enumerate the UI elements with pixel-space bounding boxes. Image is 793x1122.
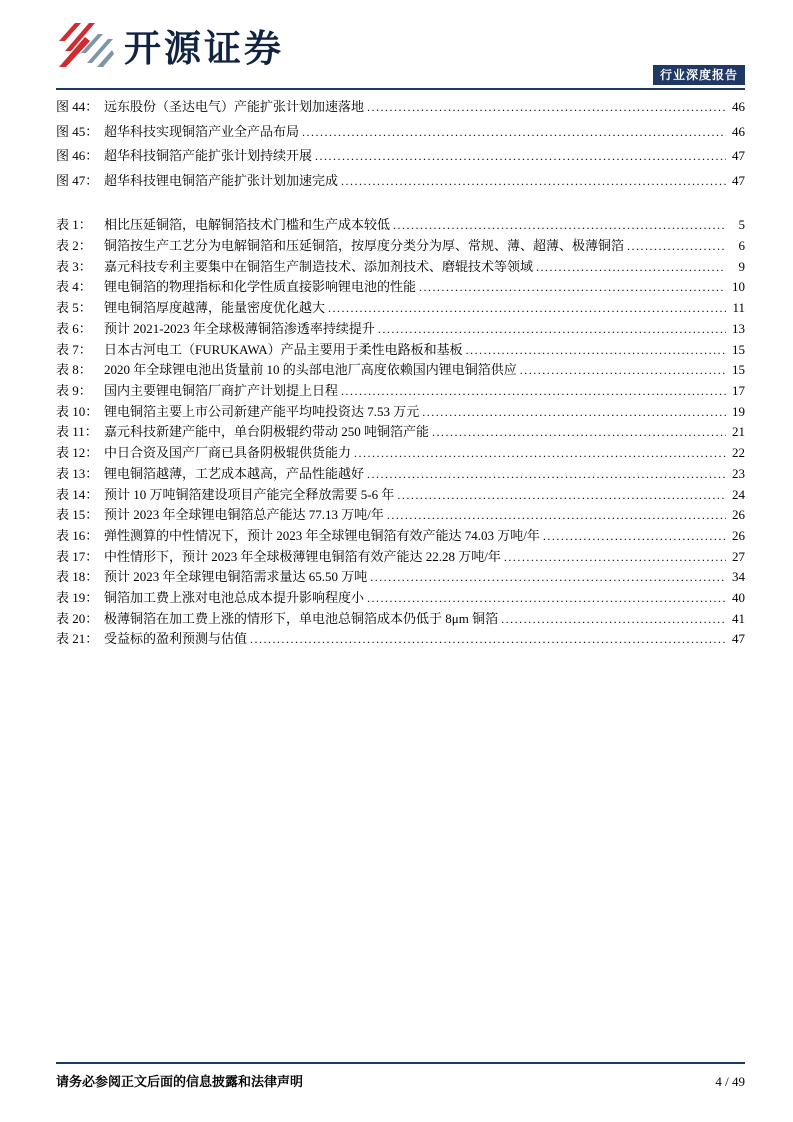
toc-entry-title: 铜箔加工费上涨对电池总成本提升影响程度小 bbox=[104, 590, 365, 606]
toc-entry bbox=[56, 629, 745, 650]
toc-entry-title: 锂电铜箔厚度越薄，能量密度优化越大 bbox=[104, 300, 326, 316]
dot-leader bbox=[367, 464, 726, 485]
toc-entry-page: 9 bbox=[738, 258, 745, 274]
toc-entry-title: 远东股份（圣达电气）产能扩张计划加速落地 bbox=[104, 99, 365, 114]
report-header bbox=[56, 0, 745, 88]
dot-leader bbox=[536, 257, 726, 278]
dot-leader bbox=[504, 547, 726, 568]
toc-entry bbox=[56, 215, 745, 236]
toc-entry-page: 15 bbox=[732, 341, 745, 357]
toc-entry-page: 6 bbox=[738, 238, 745, 254]
toc-entry-label: 表 9： bbox=[56, 383, 92, 398]
toc-entry-label: 表 16： bbox=[56, 527, 99, 543]
dot-leader bbox=[328, 298, 726, 319]
toc-entry bbox=[56, 609, 745, 630]
dot-leader bbox=[341, 169, 726, 194]
toc-entry-title: 锂电铜箔越薄，工艺成本越高，产品性能越好 bbox=[104, 465, 365, 481]
dot-leader bbox=[354, 443, 726, 464]
toc-figures-section bbox=[56, 95, 745, 193]
toc-entry-page: 40 bbox=[732, 590, 745, 606]
dot-leader bbox=[432, 422, 726, 443]
dot-leader bbox=[367, 588, 726, 609]
dot-leader bbox=[315, 144, 726, 169]
toc-entry bbox=[56, 485, 745, 506]
toc-entry bbox=[56, 588, 745, 609]
brand bbox=[56, 18, 284, 72]
toc-entry bbox=[56, 547, 745, 568]
toc-entry-title: 超华科技实现铜箔产业全产品布局 bbox=[104, 123, 300, 139]
toc-entry-label: 表 14： bbox=[56, 486, 99, 502]
toc-entry-page: 47 bbox=[732, 631, 745, 647]
toc-entry-page: 26 bbox=[732, 527, 745, 543]
toc-tables-section bbox=[56, 215, 745, 650]
toc-entry-title: 弹性测算的中性情况下，预计 2023 年全球锂电铜箔有效产能达 74.03 万吨/年 bbox=[104, 527, 540, 543]
dot-leader bbox=[387, 505, 726, 526]
toc-entry bbox=[56, 464, 745, 485]
toc-entry-title: 中性情形下，预计 2023 年全球极薄锂电铜箔有效产能达 22.28 万吨/年 bbox=[104, 548, 501, 564]
toc-entry bbox=[56, 236, 745, 257]
toc-entry bbox=[56, 381, 745, 402]
toc-entry-label: 表 17： bbox=[56, 548, 99, 564]
toc-entry-page: 24 bbox=[732, 486, 745, 502]
header-divider bbox=[56, 88, 745, 90]
report-type-badge: 行业深度报告 bbox=[653, 65, 745, 85]
toc-entry-page: 13 bbox=[732, 320, 745, 336]
toc-entry bbox=[56, 120, 745, 145]
page-indicator: 4 / 49 bbox=[715, 1074, 745, 1089]
toc-entry bbox=[56, 402, 745, 423]
toc-entry-label: 表 2： bbox=[56, 238, 92, 254]
footer-disclaimer: 请务必参阅正文后面的信息披露和法律声明 bbox=[56, 1074, 304, 1089]
toc-entry-label: 表 3： bbox=[56, 258, 92, 274]
dot-leader bbox=[627, 236, 726, 257]
toc-entry-label: 表 21： bbox=[56, 631, 99, 647]
toc-entry-page: 10 bbox=[732, 279, 745, 295]
toc-entry-title: 嘉元科技专利主要集中在铜箔生产制造技术、添加剂技术、磨辊技术等领域 bbox=[104, 258, 534, 274]
toc-entry-title: 受益标的盈利预测与估值 bbox=[104, 631, 248, 647]
toc-entry-page: 47 bbox=[732, 172, 745, 188]
toc-entry-page: 26 bbox=[732, 507, 745, 523]
toc-entry-label: 表 5： bbox=[56, 300, 92, 316]
toc-entry bbox=[56, 567, 745, 588]
toc-entry-title: 中日合资及国产厂商已具备阴极辊供货能力 bbox=[104, 445, 352, 461]
dot-leader bbox=[302, 120, 726, 145]
dot-leader bbox=[378, 319, 726, 340]
table-of-contents bbox=[56, 95, 745, 650]
footer-line bbox=[56, 1064, 745, 1090]
dot-leader bbox=[520, 360, 726, 381]
toc-entry-label: 表 20： bbox=[56, 610, 99, 626]
toc-entry-label: 表 18： bbox=[56, 569, 99, 585]
toc-entry-title: 2020 年全球锂电池出货量前 10 的头部电池厂高度依赖国内锂电铜箔供应 bbox=[104, 362, 517, 378]
toc-entry-page: 23 bbox=[732, 465, 745, 481]
toc-entry bbox=[56, 298, 745, 319]
toc-entry-label: 表 12： bbox=[56, 445, 99, 461]
brand-name: 开源证券 bbox=[124, 28, 284, 69]
toc-entry bbox=[56, 169, 745, 194]
toc-entry-label: 表 11： bbox=[56, 424, 98, 440]
toc-entry-title: 预计 2021-2023 年全球极薄铜箔渗透率持续提升 bbox=[104, 320, 375, 336]
toc-entry-label: 表 4： bbox=[56, 279, 92, 295]
toc-entry-page: 47 bbox=[732, 148, 745, 164]
toc-entry-label: 图 46： bbox=[56, 148, 99, 164]
toc-entry bbox=[56, 257, 745, 278]
dot-leader bbox=[422, 402, 726, 423]
toc-entry-label: 图 47： bbox=[56, 172, 99, 188]
toc-entry-label: 表 8： bbox=[56, 362, 92, 378]
toc-entry-title: 预计 2023 年全球锂电铜箔需求量达 65.50 万吨 bbox=[104, 569, 368, 585]
toc-entry-page: 41 bbox=[732, 610, 745, 626]
toc-entry-page: 5 bbox=[738, 217, 745, 233]
dot-leader bbox=[397, 485, 726, 506]
toc-entry-label: 图 45： bbox=[56, 123, 99, 139]
toc-entry-title: 国内主要锂电铜箔厂商扩产计划提上日程 bbox=[104, 383, 339, 398]
dot-leader bbox=[419, 277, 726, 298]
toc-entry-label: 表 10： bbox=[56, 403, 99, 419]
toc-entry-title: 预计 2023 年全球锂电铜箔总产能达 77.13 万吨/年 bbox=[104, 507, 384, 523]
toc-entry-page: 34 bbox=[732, 569, 745, 585]
toc-entry-title: 日本古河电工（FURUKAWA）产品主要用于柔性电路板和基板 bbox=[104, 341, 463, 357]
toc-entry bbox=[56, 360, 745, 381]
toc-entry bbox=[56, 340, 745, 361]
toc-entry-label: 图 44： bbox=[56, 99, 99, 114]
toc-entry-label: 表 6： bbox=[56, 320, 92, 336]
toc-entry-title: 锂电铜箔主要上市公司新建产能平均吨投资达 7.53 万元 bbox=[104, 403, 420, 419]
toc-entry-label: 表 1： bbox=[56, 217, 92, 233]
toc-entry bbox=[56, 277, 745, 298]
kaiyuan-logo-icon bbox=[56, 21, 114, 69]
dot-leader bbox=[543, 526, 726, 547]
toc-entry-title: 铜箔按生产工艺分为电解铜箔和压延铜箔，按厚度分类分为厚、常规、薄、超薄、极薄铜箔 bbox=[104, 238, 625, 254]
toc-entry-title: 超华科技铜箔产能扩张计划持续开展 bbox=[104, 148, 313, 164]
toc-entry-page: 11 bbox=[732, 300, 745, 316]
toc-entry-page: 15 bbox=[732, 362, 745, 378]
toc-entry bbox=[56, 422, 745, 443]
dot-leader bbox=[370, 567, 726, 588]
toc-entry-page: 27 bbox=[732, 548, 745, 564]
dot-leader bbox=[501, 609, 726, 630]
toc-entry bbox=[56, 95, 745, 120]
dot-leader bbox=[367, 95, 726, 120]
toc-entry bbox=[56, 443, 745, 464]
toc-entry-label: 表 15： bbox=[56, 507, 99, 523]
toc-entry-page: 21 bbox=[732, 424, 745, 440]
report-footer bbox=[56, 1062, 745, 1090]
toc-entry-label: 表 7： bbox=[56, 341, 92, 357]
toc-entry-title: 极薄铜箔在加工费上涨的情形下，单电池总铜箔成本仍低于 8μm 铜箔 bbox=[104, 610, 499, 626]
toc-entry-title: 预计 10 万吨铜箔建设项目产能完全释放需要 5-6 年 bbox=[104, 486, 395, 502]
toc-entry-label: 表 19： bbox=[56, 590, 99, 606]
dot-leader bbox=[250, 629, 726, 650]
toc-entry-page: 19 bbox=[732, 403, 745, 419]
toc-entry-label: 表 13： bbox=[56, 465, 99, 481]
toc-entry bbox=[56, 144, 745, 169]
toc-entry-page: 17 bbox=[732, 383, 745, 398]
toc-entry-page: 22 bbox=[732, 445, 745, 461]
toc-entry-title: 锂电铜箔的物理指标和化学性质直接影响锂电池的性能 bbox=[104, 279, 417, 295]
dot-leader bbox=[341, 381, 726, 402]
toc-entry-page: 46 bbox=[732, 99, 745, 114]
toc-entry-title: 嘉元科技新建产能中，单台阴极辊约带动 250 吨铜箔产能 bbox=[104, 424, 430, 440]
toc-entry bbox=[56, 319, 745, 340]
toc-entry bbox=[56, 505, 745, 526]
toc-entry-title: 超华科技锂电铜箔产能扩张计划加速完成 bbox=[104, 172, 339, 188]
toc-entry-title: 相比压延铜箔，电解铜箔技术门槛和生产成本较低 bbox=[104, 217, 391, 233]
toc-entry bbox=[56, 526, 745, 547]
dot-leader bbox=[466, 340, 726, 361]
dot-leader bbox=[393, 215, 726, 236]
toc-entry-page: 46 bbox=[732, 123, 745, 139]
